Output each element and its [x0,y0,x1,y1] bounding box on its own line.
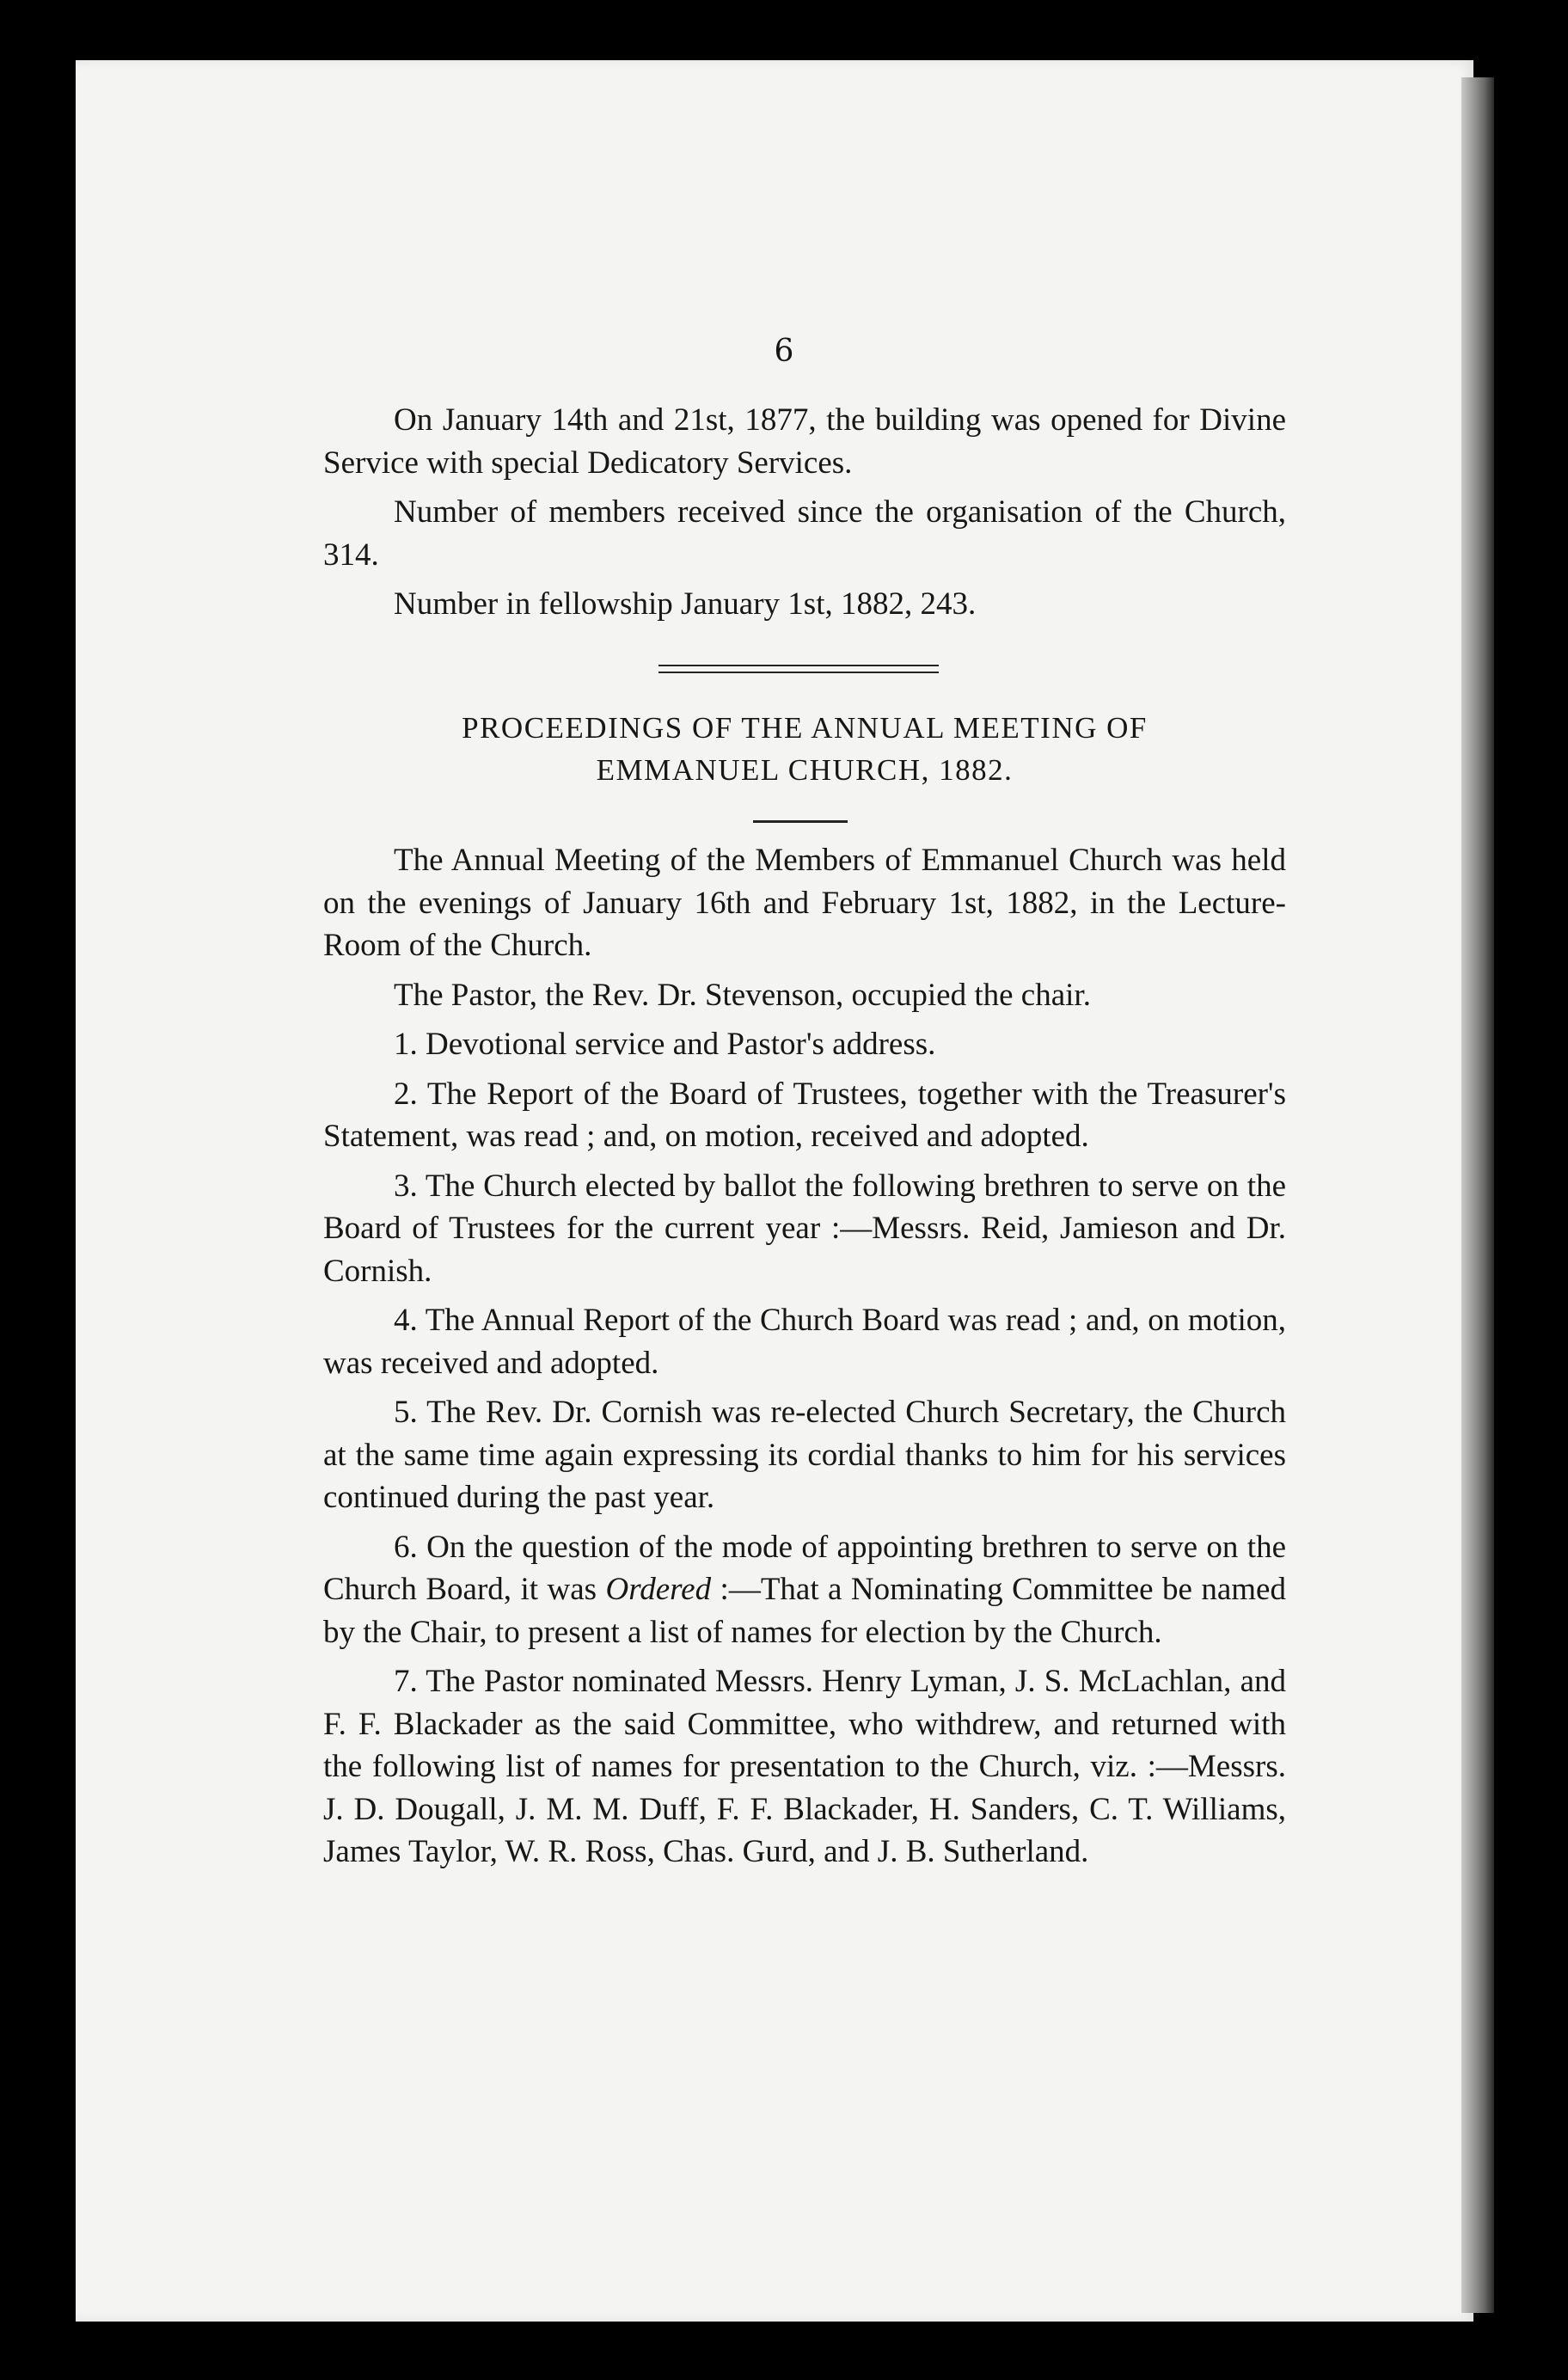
item-6-text-before: 6. On the question of the mode of appointing brethren to serve on the Church Board, it was [323,1529,1286,1607]
item-2: 2. The Report of the Board of Trustees, together with the Treasurer's Statement, was read ; and, on motion, received and adopted. [323,1076,1286,1154]
heading-line-2: EMMANUEL CHURCH, 1882. [596,753,1014,787]
short-rule-divider [753,820,848,823]
heading-line-1: PROCEEDINGS OF THE ANNUAL MEETING OF [462,711,1148,745]
item-6-text-after: :—That a Nominating Committee be named by the Chair, to present a list of names for election by the Church. [323,1572,1286,1650]
item-5: 5. The Rev. Dr. Cornish was re-elected Church Secretary, the Church at the same time again expressing its cordial thanks to him for his services continued during the past year. [323,1395,1286,1515]
item-3: 3. The Church elected by ballot the following brethren to serve on the Board of Trustees for the current year :—Messrs. Reid, Jamieson and Dr. Cornish. [323,1168,1286,1289]
item-4: 4. The Annual Report of the Church Board was read ; and, on motion, was received and adopted. [323,1303,1286,1381]
item-6 [323,1526,1286,1654]
chair-paragraph: The Pastor, the Rev. Dr. Stevenson, occupied the chair. [394,977,1091,1013]
item-6-ordered: Ordered [605,1572,712,1607]
page-edge-shadow [1461,77,1494,2313]
double-rule-divider [658,665,939,673]
item-1: 1. Devotional service and Pastor's address. [394,1027,936,1062]
section-heading [323,707,1286,791]
meeting-paragraph: The Annual Meeting of the Members of Emmanuel Church was held on the evenings of January 16th and February 1st, 1882, in the Lecture-Room of the Church. [323,843,1286,963]
intro-section [323,399,1286,626]
intro-paragraph-dedication: On January 14th and 21st, 1877, the building was opened for Divine Service with special Dedicatory Services. [323,402,1286,481]
intro-paragraph-members-received: Number of members received since the organisation of the Church, 314. [323,494,1286,573]
item-7: 7. The Pastor nominated Messrs. Henry Lyman, J. S. McLachlan, and F. F. Blackader as the said Committee, who withdrew, and returned with the following list of names for presentation to the Church, viz. :—Messrs. J. D. Dougall, J. M. M. Duff, F. F. Blackader, H. Sanders, C. T. Williams, James Taylor, W. R. Ross, Chas. Gurd, and J. B. Sutherland. [323,1664,1286,1869]
page-number: 6 [774,334,794,369]
proceedings-body [323,839,1286,1874]
intro-paragraph-fellowship: Number in fellowship January 1st, 1882, 243. [394,586,977,622]
